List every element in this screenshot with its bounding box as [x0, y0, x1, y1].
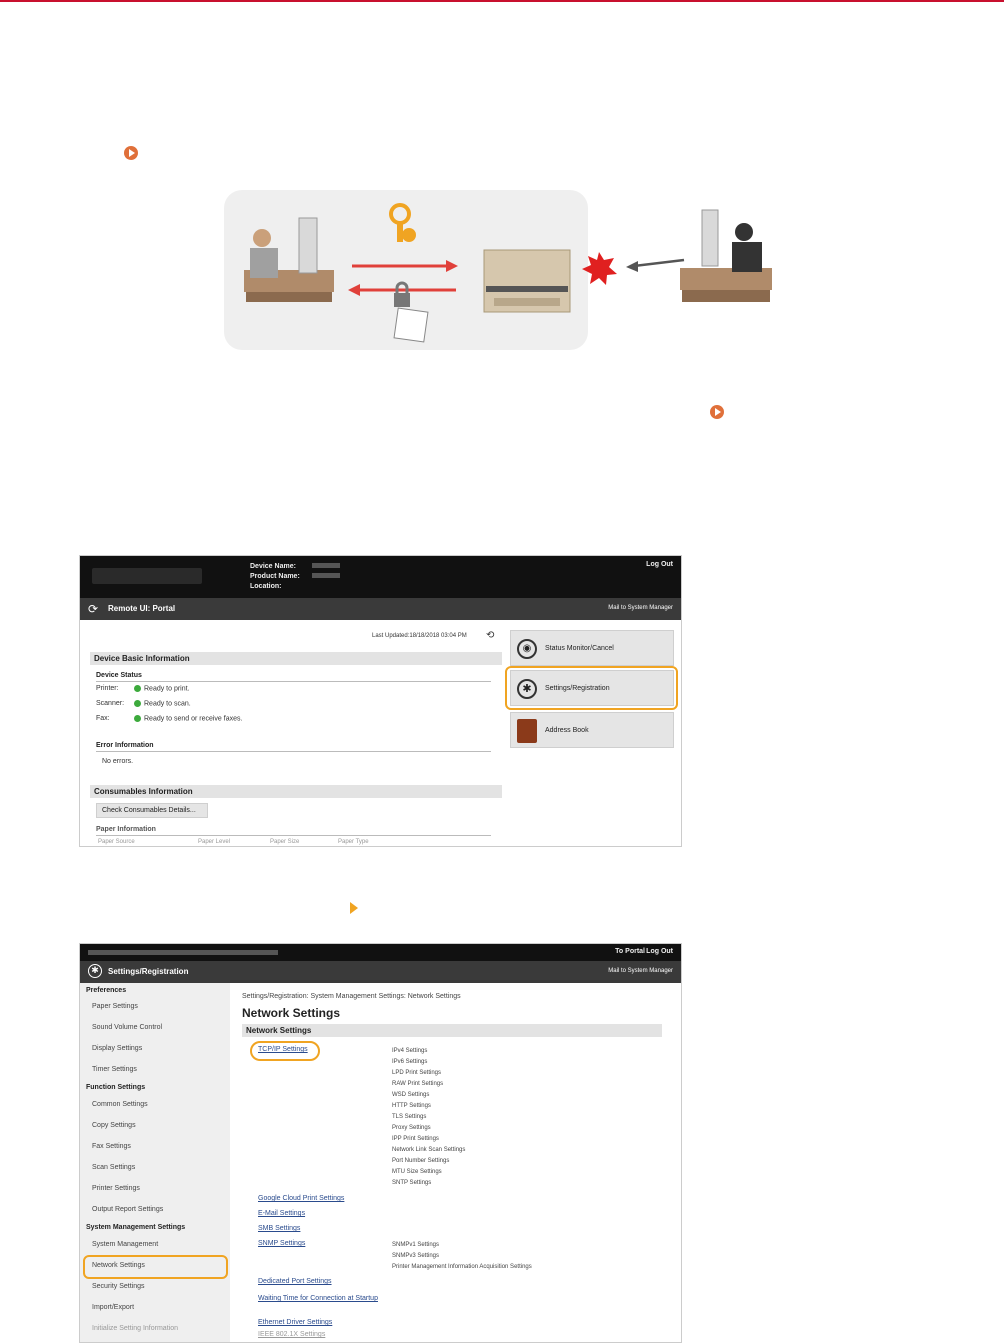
tcpip-sub-item[interactable]: SNTP Settings [392, 1180, 432, 1186]
snmp-sub-item[interactable]: SNMPv1 Settings [392, 1242, 440, 1248]
tcpip-settings-link[interactable]: TCP/IP Settings [258, 1046, 308, 1053]
menu-system-management[interactable]: System Management [92, 1241, 159, 1248]
status-label: Printer: [96, 685, 119, 693]
status-label: Fax: [96, 715, 110, 723]
settings-sidebar [80, 983, 230, 1342]
basic-info-header: Device Basic Information [90, 652, 502, 665]
menu-scan-settings[interactable]: Scan Settings [92, 1164, 136, 1171]
mail-system-manager-link[interactable]: Mail to System Manager [608, 968, 673, 974]
tcpip-sub-item[interactable]: IPP Print Settings [392, 1136, 439, 1142]
logout-link[interactable]: Log Out [646, 561, 673, 568]
printer-icon [484, 250, 570, 312]
device-path [88, 950, 278, 955]
divider [96, 751, 491, 752]
ready-indicator-icon [134, 685, 141, 692]
lock-icon [394, 283, 410, 307]
email-settings-link[interactable]: E-Mail Settings [258, 1210, 306, 1217]
consumables-header: Consumables Information [90, 785, 502, 798]
menu-head-function: Function Settings [86, 1084, 146, 1091]
eye-icon: ◉ [517, 639, 537, 659]
menu-paper-settings[interactable]: Paper Settings [92, 1003, 138, 1010]
tcpip-sub-list [392, 1046, 465, 1189]
menu-display-settings[interactable]: Display Settings [92, 1045, 143, 1052]
tcpip-sub-item[interactable]: Proxy Settings [392, 1125, 431, 1131]
reference-arrow-icon-2[interactable] [710, 405, 724, 419]
menu-common-settings[interactable]: Common Settings [92, 1101, 148, 1108]
menu-head-system: System Management Settings [86, 1224, 186, 1231]
col-paper-type: Paper Type [338, 839, 369, 845]
ieee-8021x-link[interactable]: IEEE 802.1X Settings [258, 1331, 326, 1338]
status-value: Ready to print. [144, 685, 190, 693]
status-value: Ready to scan. [144, 700, 191, 708]
status-monitor-label: Status Monitor/Cancel [545, 645, 614, 652]
settings-header [80, 944, 681, 961]
tcpip-highlight [250, 1041, 320, 1061]
tcpip-sub-item[interactable]: TLS Settings [392, 1114, 427, 1120]
network-settings-section: Network Settings [242, 1024, 662, 1037]
mail-system-manager-link[interactable]: Mail to System Manager [608, 605, 673, 611]
tcpip-sub-item[interactable]: HTTP Settings [392, 1103, 431, 1109]
reference-arrow-icon[interactable] [124, 146, 138, 160]
waiting-time-link[interactable]: Waiting Time for Connection at Startup [258, 1295, 378, 1302]
address-book-button[interactable] [510, 712, 674, 748]
menu-timer-settings[interactable]: Timer Settings [92, 1066, 137, 1073]
settings-gear-icon: ✱ [88, 964, 102, 978]
col-paper-level: Paper Level [198, 839, 231, 845]
network-settings-highlight [83, 1255, 228, 1279]
snmp-sub-item[interactable]: SNMPv3 Settings [392, 1253, 440, 1259]
remote-ui-logo-icon: ⟳ [88, 602, 99, 616]
diagram-illustration [224, 190, 784, 350]
snmp-settings-link[interactable]: SNMP Settings [258, 1240, 306, 1247]
error-text: No errors. [102, 758, 134, 765]
ready-indicator-icon [134, 715, 141, 722]
error-info-title: Error Information [96, 742, 154, 749]
to-portal-link[interactable]: To Portal [615, 948, 645, 955]
settings-gear-icon: ✱ [517, 679, 537, 699]
device-status-title: Device Status [96, 672, 142, 679]
tcpip-sub-item[interactable]: IPv6 Settings [392, 1059, 428, 1065]
paper-info-title: Paper Information [96, 826, 156, 833]
dedicated-port-link[interactable]: Dedicated Port Settings [258, 1278, 332, 1285]
status-rows [96, 685, 242, 730]
settings-titlebar [80, 961, 681, 983]
location-label: Location: [250, 583, 282, 590]
menu-copy-settings[interactable]: Copy Settings [92, 1122, 136, 1129]
attack-arrow-line [634, 260, 684, 266]
address-book-label: Address Book [545, 727, 589, 734]
menu-network-settings[interactable]: Network Settings [92, 1262, 145, 1269]
page-title: Remote UI: Portal [108, 604, 176, 613]
google-cloud-print-link[interactable]: Google Cloud Print Settings [258, 1195, 345, 1202]
product-name-value [312, 573, 340, 578]
col-paper-size: Paper Size [270, 839, 300, 845]
refresh-icon[interactable]: ⟲ [486, 630, 495, 641]
snmp-sub-list [392, 1240, 532, 1273]
menu-initialize[interactable]: Initialize Setting Information [92, 1325, 178, 1332]
document-icon [394, 308, 428, 342]
paper-table-header [98, 839, 369, 845]
page-title: Network Settings [242, 1006, 341, 1020]
menu-printer-settings[interactable]: Printer Settings [92, 1185, 140, 1192]
settings-title: Settings/Registration [108, 967, 189, 976]
portal-titlebar [80, 598, 681, 620]
tcpip-sub-item[interactable]: WSD Settings [392, 1092, 430, 1098]
step-arrow-icon [350, 902, 358, 914]
menu-sound-volume[interactable]: Sound Volume Control [92, 1024, 163, 1031]
tcpip-sub-item[interactable]: Port Number Settings [392, 1158, 450, 1164]
user-at-computer-icon [244, 218, 334, 302]
security-diagram [224, 190, 588, 350]
settings-screenshot [79, 943, 682, 1343]
status-monitor-button[interactable] [510, 630, 674, 666]
divider [96, 835, 491, 836]
tcpip-sub-item[interactable]: MTU Size Settings [392, 1169, 442, 1175]
tcpip-sub-item[interactable]: IPv4 Settings [392, 1048, 428, 1054]
portal-header [80, 556, 681, 598]
attack-burst-icon [582, 252, 617, 285]
tcpip-sub-item[interactable]: Network Link Scan Settings [392, 1147, 466, 1153]
snmp-sub-item[interactable]: Printer Management Information Acquisition Settings [392, 1264, 532, 1270]
menu-head-preferences: Preferences [86, 987, 127, 994]
portal-screenshot [79, 555, 682, 847]
settings-registration-label: Settings/Registration [545, 685, 610, 692]
menu-output-report[interactable]: Output Report Settings [92, 1206, 164, 1213]
col-paper-source: Paper Source [98, 839, 135, 845]
tcpip-sub-item[interactable]: LPD Print Settings [392, 1070, 442, 1076]
device-name-value [312, 563, 340, 568]
device-name-label: Device Name: [250, 563, 296, 570]
divider [96, 681, 491, 682]
address-book-icon [517, 719, 537, 743]
breadcrumb: Settings/Registration: System Management Settings: Network Settings [242, 993, 461, 1000]
logout-link[interactable]: Log Out [646, 948, 673, 955]
ready-indicator-icon [134, 700, 141, 707]
last-updated: Last Updated:18/18/2018 03:04 PM [372, 633, 467, 639]
settings-highlight [505, 666, 678, 710]
tcpip-sub-item[interactable]: RAW Print Settings [392, 1081, 444, 1087]
product-logo [92, 568, 202, 584]
check-consumables-button[interactable]: Check Consumables Details... [96, 803, 208, 818]
product-name-label: Product Name: [250, 573, 300, 580]
ethernet-driver-link[interactable]: Ethernet Driver Settings [258, 1319, 333, 1326]
status-label: Scanner: [96, 700, 125, 708]
key-icon [391, 205, 416, 242]
menu-import-export[interactable]: Import/Export [92, 1304, 135, 1311]
menu-security-settings[interactable]: Security Settings [92, 1283, 145, 1290]
status-value: Ready to send or receive faxes. [144, 715, 243, 723]
attacker-at-computer-icon [680, 210, 772, 302]
top-rule [0, 0, 1004, 2]
smb-settings-link[interactable]: SMB Settings [258, 1225, 301, 1232]
menu-fax-settings[interactable]: Fax Settings [92, 1143, 131, 1150]
